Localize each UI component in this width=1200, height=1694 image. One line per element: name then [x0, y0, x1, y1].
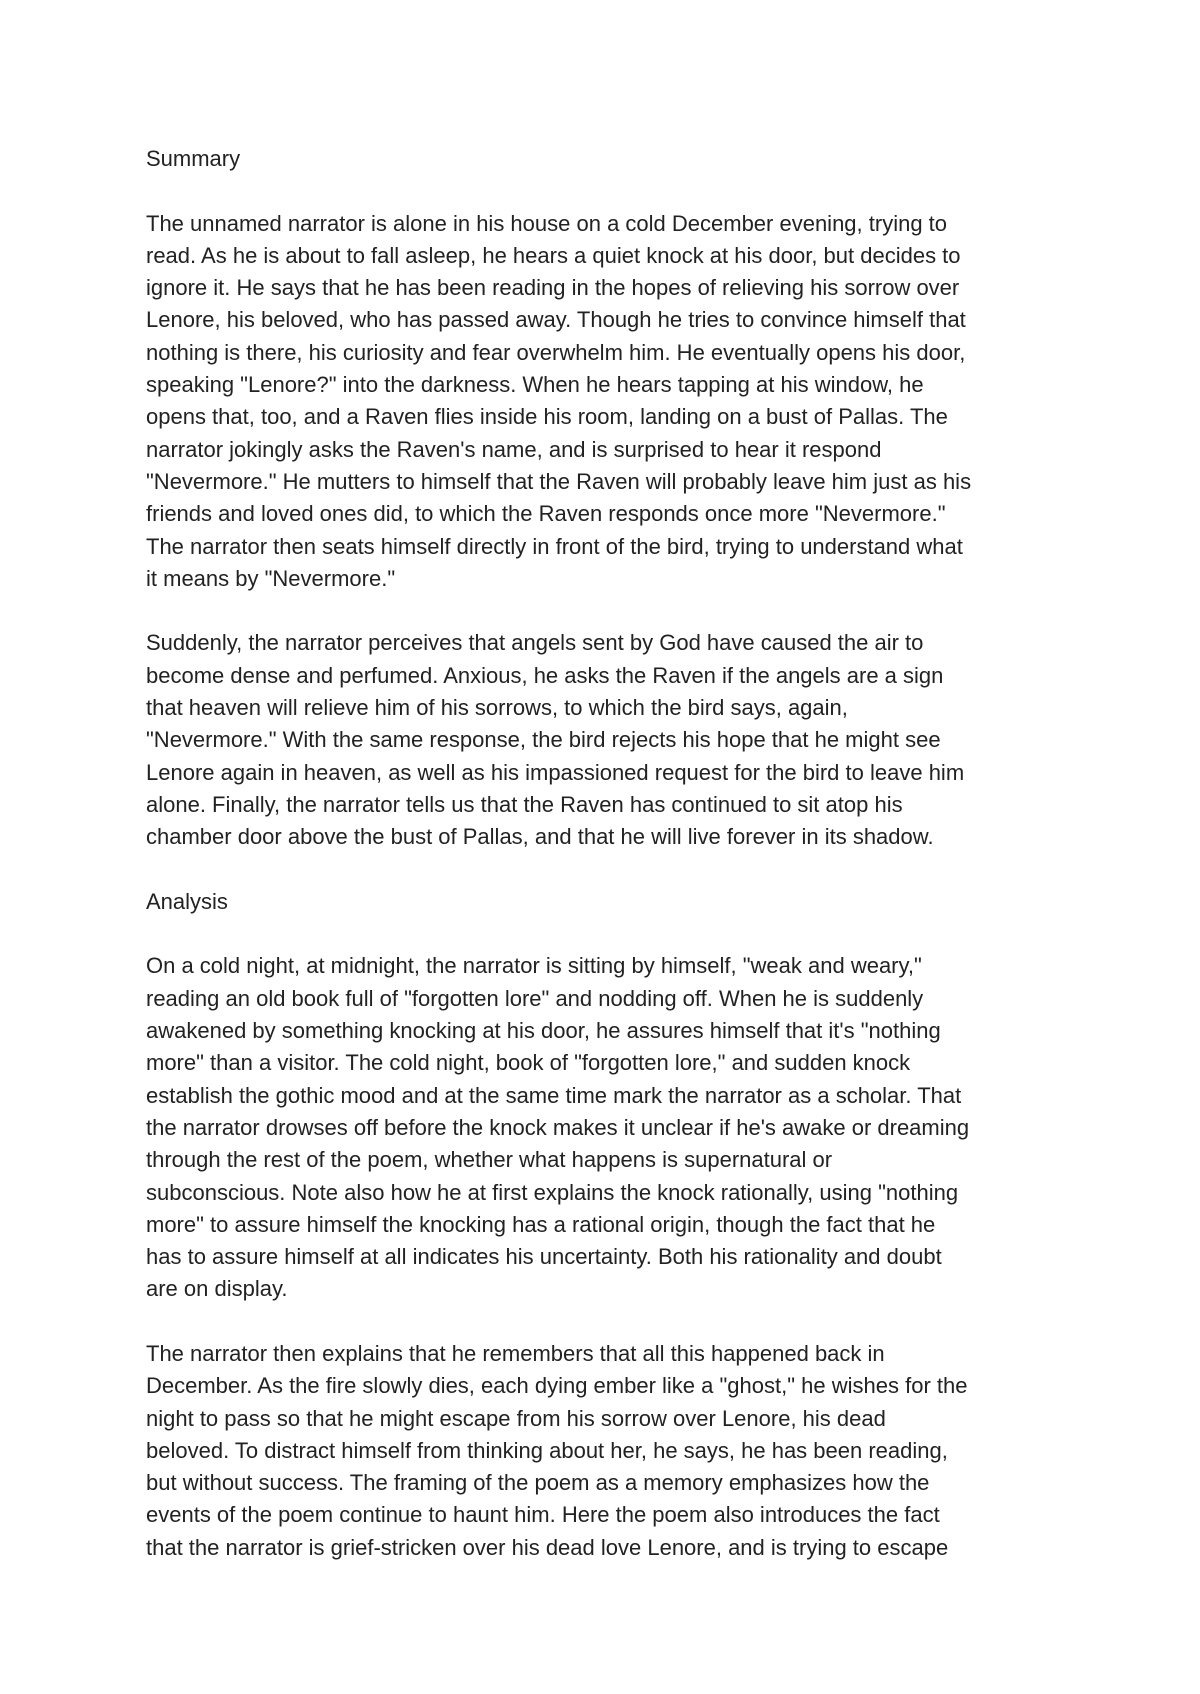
text-line: "Nevermore." With the same response, the bird rejects his hope that he might see — [146, 727, 941, 753]
text-line: friends and loved ones did, to which the Raven responds once more "Nevermore." — [146, 501, 946, 527]
text-line: The unnamed narrator is alone in his house on a cold December evening, trying to — [146, 210, 948, 236]
text-line: through the rest of the poem, whether what happens is supernatural or — [146, 1147, 833, 1173]
text-line: more" than a visitor. The cold night, book of "forgotten lore," and sudden knock — [146, 1050, 911, 1076]
text-line: establish the gothic mood and at the same time mark the narrator as a scholar. That — [146, 1082, 962, 1108]
summary-paragraph-1 — [146, 208, 1066, 596]
analysis-paragraph-2 — [146, 1338, 1066, 1564]
text-line: it means by "Nevermore." — [146, 565, 396, 591]
text-line: chamber door above the bust of Pallas, and that he will live forever in its shadow. — [146, 824, 934, 850]
text-line: events of the poem continue to haunt him. Here the poem also introduces the fact — [146, 1502, 940, 1528]
text-line: read. As he is about to fall asleep, he hears a quiet knock at his door, but decides to — [146, 242, 961, 268]
text-line: alone. Finally, the narrator tells us that the Raven has continued to sit atop his — [146, 791, 903, 817]
text-line: subconscious. Note also how he at first explains the knock rationally, using "nothing — [146, 1179, 959, 1205]
text-line: The narrator then seats himself directly in front of the bird, trying to understand what — [146, 533, 963, 559]
analysis-paragraph-1 — [146, 950, 1066, 1305]
text-line: are on display. — [146, 1276, 288, 1302]
text-line: Suddenly, the narrator perceives that angels sent by God have caused the air to — [146, 630, 924, 656]
text-line: "Nevermore." He mutters to himself that the Raven will probably leave him just as his — [146, 468, 972, 494]
text-line: the narrator drowses off before the knock makes it unclear if he's awake or dreaming — [146, 1114, 970, 1140]
text-line: Lenore again in heaven, as well as his impassioned request for the bird to leave him — [146, 759, 965, 785]
text-line: speaking "Lenore?" into the darkness. When he hears tapping at his window, he — [146, 372, 924, 398]
document-page — [146, 143, 1066, 1564]
text-line: awakened by something knocking at his door, he assures himself that it's "nothing — [146, 1018, 941, 1044]
text-line: beloved. To distract himself from thinking about her, he says, he has been reading, — [146, 1437, 948, 1463]
section-heading-summary: Summary — [146, 146, 241, 171]
text-line: more" to assure himself the knocking has a rational origin, though the fact that he — [146, 1211, 936, 1237]
text-line: nothing is there, his curiosity and fear overwhelm him. He eventually opens his door, — [146, 339, 966, 365]
text-line: has to assure himself at all indicates his uncertainty. Both his rationality and doubt — [146, 1244, 942, 1270]
text-line: become dense and perfumed. Anxious, he asks the Raven if the angels are a sign — [146, 662, 944, 688]
text-line: but without success. The framing of the poem as a memory emphasizes how the — [146, 1470, 930, 1496]
text-line: that heaven will relieve him of his sorrows, to which the bird says, again, — [146, 695, 848, 721]
text-line: that the narrator is grief-stricken over his dead love Lenore, and is trying to escape — [146, 1534, 949, 1560]
text-line: opens that, too, and a Raven flies inside his room, landing on a bust of Pallas. The — [146, 404, 948, 430]
text-line: The narrator then explains that he remembers that all this happened back in — [146, 1340, 885, 1366]
text-line: reading an old book full of "forgotten lore" and nodding off. When he is suddenly — [146, 985, 924, 1011]
summary-paragraph-2 — [146, 627, 1066, 853]
text-line: Lenore, his beloved, who has passed away. Though he tries to convince himself that — [146, 307, 966, 333]
text-line: night to pass so that he might escape from his sorrow over Lenore, his dead — [146, 1405, 886, 1431]
text-line: December. As the fire slowly dies, each dying ember like a "ghost," he wishes for the — [146, 1373, 968, 1399]
section-heading-analysis: Analysis — [146, 888, 228, 914]
text-line: ignore it. He says that he has been reading in the hopes of relieving his sorrow over — [146, 275, 960, 301]
text-line: narrator jokingly asks the Raven's name, and is surprised to hear it respond — [146, 436, 882, 462]
text-line: On a cold night, at midnight, the narrator is sitting by himself, "weak and weary," — [146, 953, 922, 979]
